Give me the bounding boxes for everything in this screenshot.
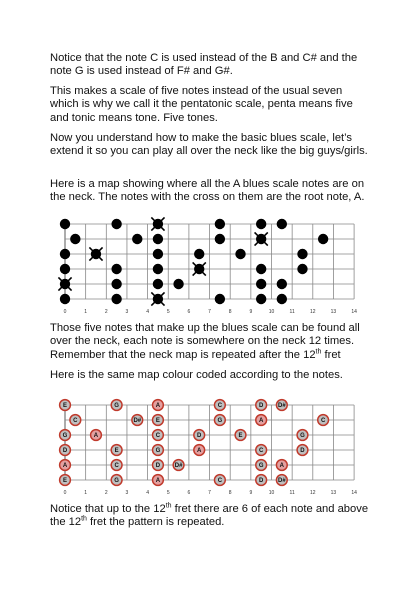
note-label: A [62, 463, 68, 470]
fret-number: 10 [268, 490, 275, 496]
note-dot [256, 264, 266, 274]
fret-number: 2 [104, 490, 108, 496]
note-label: E [114, 448, 119, 455]
note-marker [256, 294, 266, 304]
fret-number: 9 [249, 490, 253, 496]
note-dot [111, 219, 121, 229]
note-dot [111, 264, 121, 274]
fret-number: 12 [310, 490, 316, 496]
note-marker-labeled [60, 460, 71, 471]
note-label: C [114, 463, 119, 470]
note-marker-labeled [70, 415, 81, 426]
note-dot [256, 294, 266, 304]
note-dot [256, 279, 266, 289]
note-marker-labeled [318, 415, 329, 426]
note-label: C [155, 433, 161, 440]
note-marker [277, 279, 287, 289]
note-label: D [259, 403, 264, 410]
note-label: E [155, 418, 160, 425]
note-dot [111, 294, 121, 304]
note-label: C [73, 418, 78, 425]
note-marker [153, 264, 163, 274]
paragraph-extend: Now you understand how to make the basic blues scale, let’s extend it so you can play all over the neck like the big guys/girls. [50, 132, 368, 158]
note-marker-labeled [60, 475, 71, 486]
note-dot [60, 294, 70, 304]
note-marker-labeled [256, 475, 267, 486]
fret-number: 5 [166, 309, 170, 315]
note-dot [153, 279, 163, 289]
note-marker [153, 279, 163, 289]
note-marker-labeled [60, 430, 71, 441]
note-marker-labeled [111, 445, 122, 456]
neck-map-blues-scale [0, 212, 420, 318]
fret-number: 1 [84, 309, 88, 315]
fret-number: 14 [351, 490, 357, 496]
note-marker-labeled [173, 460, 184, 471]
note-dot [277, 219, 287, 229]
root-note-marker [151, 292, 164, 305]
note-marker-labeled [194, 430, 205, 441]
note-marker [60, 249, 70, 259]
note-label: D [62, 448, 68, 455]
fret-number: 3 [125, 309, 129, 315]
superscript-th: th [315, 348, 322, 356]
note-label: D# [277, 403, 286, 410]
note-label: G [155, 448, 161, 455]
root-note-marker [151, 217, 164, 230]
fret-number: 10 [268, 309, 275, 315]
note-marker-labeled [256, 400, 267, 411]
note-marker-labeled [132, 415, 143, 426]
note-marker-labeled [235, 430, 246, 441]
fret-number: 11 [289, 309, 295, 315]
note-dot [60, 219, 70, 229]
note-dot [173, 279, 183, 289]
fret-number: 8 [228, 309, 232, 315]
root-note-marker [58, 277, 71, 290]
paragraph-notes-repeat-end: fret [321, 348, 341, 361]
paragraph-conclusion [50, 503, 370, 530]
note-dot [235, 249, 245, 259]
note-label: A [259, 418, 264, 425]
note-label: D# [174, 463, 183, 470]
note-label: G [114, 403, 119, 410]
note-label: D# [133, 418, 142, 425]
note-marker [70, 234, 80, 244]
note-marker-labeled [153, 430, 164, 441]
fret-number: 0 [63, 309, 67, 315]
fret-number: 7 [208, 490, 211, 496]
note-marker [173, 279, 183, 289]
note-marker-labeled [194, 445, 205, 456]
fret-number: 3 [125, 490, 129, 496]
note-marker-labeled [297, 430, 308, 441]
note-dot [60, 249, 70, 259]
paragraph-notes-repeat [50, 322, 370, 362]
note-marker [297, 249, 307, 259]
fret-number: 4 [146, 309, 149, 315]
note-marker [111, 219, 121, 229]
note-marker-labeled [214, 400, 225, 411]
note-marker [60, 264, 70, 274]
note-marker-labeled [153, 415, 164, 426]
note-dot [194, 249, 204, 259]
note-marker [60, 294, 70, 304]
note-dot [215, 234, 225, 244]
note-label: D [155, 463, 161, 470]
root-note-marker [255, 232, 268, 245]
note-label: E [62, 403, 68, 410]
superscript-th: th [81, 515, 87, 523]
paragraph-conclusion-b: fret there are 6 of each note and above the 12 [50, 503, 369, 529]
fret-number: 11 [289, 490, 295, 496]
note-marker-labeled [256, 415, 267, 426]
fret-number: 5 [166, 490, 170, 496]
note-dot [111, 279, 121, 289]
note-dot [318, 234, 328, 244]
note-dot [297, 249, 307, 259]
paragraph-conclusion-a: Notice that up to the 12 [50, 503, 166, 515]
note-dot [256, 219, 266, 229]
neck-map-colour-coded [0, 393, 420, 499]
paragraph-pentatonic: This makes a scale of five notes instead of the usual seven which is why we call it the pentatonic scale, penta means five and tonic means tone. Five tones. [50, 85, 353, 124]
note-label: G [217, 418, 223, 425]
note-marker [60, 219, 70, 229]
note-marker [318, 234, 328, 244]
note-label: D [259, 478, 264, 485]
fret-number: 0 [63, 490, 67, 496]
paragraph-colour-coded: Here is the same map colour coded according to the notes. [50, 369, 343, 381]
note-marker [256, 279, 266, 289]
superscript-th: th [165, 502, 172, 510]
note-label: G [300, 433, 305, 440]
note-marker [111, 264, 121, 274]
note-label: G [114, 478, 119, 485]
note-dot [132, 234, 142, 244]
note-marker [111, 294, 121, 304]
note-marker-labeled [153, 460, 164, 471]
root-note-marker [193, 262, 206, 275]
fret-number: 6 [187, 309, 191, 315]
fret-number: 8 [228, 490, 232, 496]
note-marker-labeled [153, 445, 164, 456]
note-dot [60, 264, 70, 274]
note-label: C [320, 418, 326, 425]
note-marker-labeled [91, 430, 102, 441]
note-label: C [259, 448, 264, 455]
note-label: A [93, 433, 99, 440]
note-label: A [155, 403, 161, 410]
fret-number: 4 [146, 490, 149, 496]
note-marker-labeled [60, 445, 71, 456]
note-label: A [197, 448, 202, 455]
note-marker [215, 294, 225, 304]
note-marker [256, 219, 266, 229]
fret-number: 6 [187, 490, 191, 496]
root-note-marker [89, 247, 102, 260]
note-marker-labeled [276, 400, 287, 411]
note-marker-labeled [297, 445, 308, 456]
note-marker [132, 234, 142, 244]
note-dot [70, 234, 80, 244]
note-label: D [197, 433, 202, 440]
note-dot [277, 279, 287, 289]
note-marker-labeled [60, 400, 71, 411]
note-marker [297, 264, 307, 274]
fret-number: 9 [249, 309, 253, 315]
fret-number: 13 [330, 490, 337, 496]
note-marker [153, 249, 163, 259]
note-label: E [238, 433, 243, 440]
note-marker-labeled [276, 460, 287, 471]
note-marker [256, 264, 266, 274]
note-marker-labeled [111, 400, 122, 411]
note-dot [215, 294, 225, 304]
note-label: A [155, 478, 161, 485]
note-label: D# [277, 478, 286, 485]
paragraph-notes-repeat-text: Those five notes that make up the blues scale can be found all over the neck, each note is somewhere on the neck 12 times. Remember that the neck map is repeated after the 12 [50, 322, 360, 361]
fret-number: 12 [310, 309, 316, 315]
fret-number: 13 [330, 309, 337, 315]
paragraph-conclusion-c: fret the pattern is repeated. [86, 516, 225, 529]
note-marker [277, 219, 287, 229]
note-marker-labeled [153, 475, 164, 486]
note-marker-labeled [111, 475, 122, 486]
note-dot [153, 234, 163, 244]
note-marker [215, 234, 225, 244]
fret-number: 7 [208, 309, 211, 315]
note-marker-labeled [214, 475, 225, 486]
note-marker-labeled [111, 460, 122, 471]
note-label: G [62, 433, 68, 440]
note-label: G [258, 463, 264, 470]
note-marker [194, 249, 204, 259]
note-label: E [62, 478, 68, 485]
note-marker-labeled [256, 445, 267, 456]
note-label: C [217, 403, 223, 410]
paragraph-map-intro: Here is a map showing where all the A blues scale notes are on the neck. The notes with the cross on them are the root note, A. [50, 178, 365, 204]
fretboard-grid [65, 224, 354, 299]
paragraph-note-substitution: Notice that the note C is used instead of the B and C# and the note G is used instead of F# and G#. [50, 52, 358, 78]
note-dot [297, 264, 307, 274]
note-label: A [279, 463, 284, 470]
note-marker [277, 294, 287, 304]
fret-number: 14 [351, 309, 357, 315]
fret-number: 1 [84, 490, 88, 496]
note-marker-labeled [153, 400, 164, 411]
note-marker [215, 219, 225, 229]
note-marker [153, 234, 163, 244]
note-dot [215, 219, 225, 229]
note-marker-labeled [214, 415, 225, 426]
note-marker [111, 279, 121, 289]
fret-number: 2 [104, 309, 108, 315]
note-label: C [217, 478, 223, 485]
note-marker-labeled [256, 460, 267, 471]
note-dot [277, 294, 287, 304]
note-label: D [300, 448, 305, 455]
note-dot [153, 264, 163, 274]
fretboard-grid [62, 403, 354, 480]
note-marker [235, 249, 245, 259]
note-marker-labeled [276, 475, 287, 486]
note-dot [153, 249, 163, 259]
